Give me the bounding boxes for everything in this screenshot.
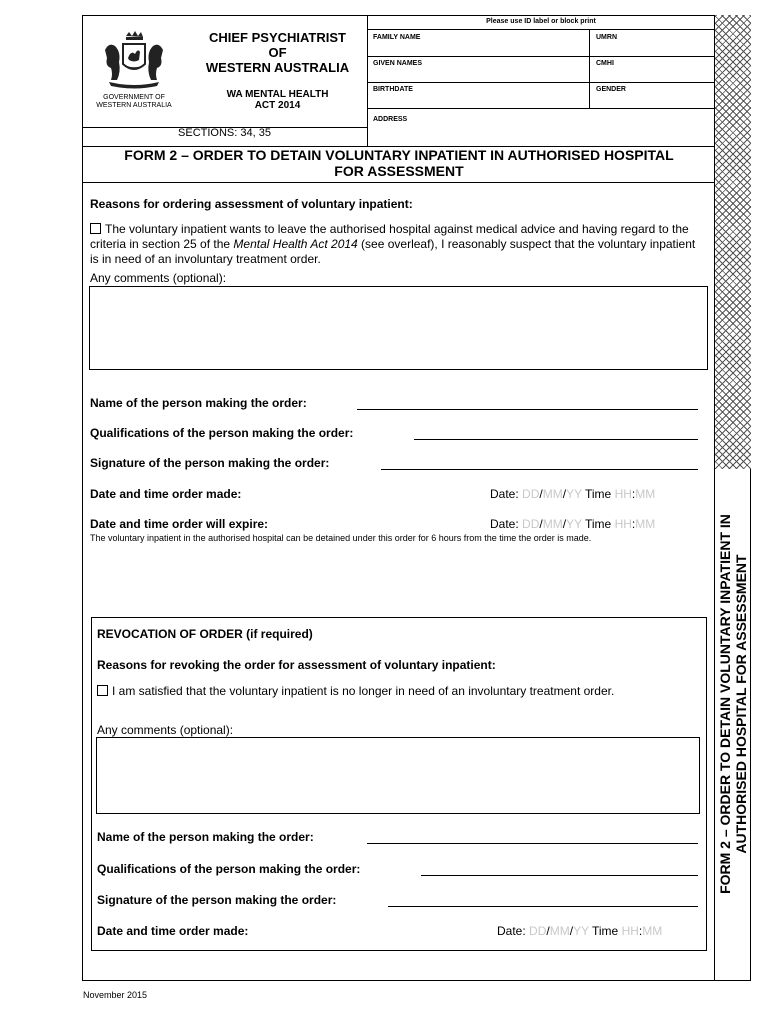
suspect-statement: The voluntary inpatient wants to leave the authorised hospital against medical advice and having regard to the criteria in section 25 of the Mental Health Act 2014 (see overleaf), I reasonably suspect that the voluntary inpatient is in need of an involuntary treatment order.	[90, 222, 696, 266]
wa-government-crest-icon	[95, 30, 173, 92]
id-rule	[367, 108, 714, 109]
revocation-signature-label: Signature of the person making the order:	[97, 893, 337, 907]
id-label-note: Please use ID label or block print	[486, 18, 596, 25]
made-label: Date and time order made:	[90, 487, 242, 501]
cmhi-field[interactable]: CMHI	[596, 60, 614, 67]
revocation-statement: I am satisfied that the voluntary inpatient is no longer in need of an involuntary treatment order.	[97, 684, 697, 699]
name-label: Name of the person making the order:	[90, 396, 307, 410]
id-rule	[367, 29, 714, 30]
signature-label: Signature of the person making the order:	[90, 456, 330, 470]
made-datetime[interactable]: Date: DD/MM/YY Time HH:MM	[490, 487, 656, 501]
name-input[interactable]	[357, 409, 698, 410]
title-bottom-rule	[82, 182, 714, 183]
revocation-heading: REVOCATION OF ORDER (if required)	[97, 627, 313, 641]
revocation-reasons-heading: Reasons for revoking the order for assessment of voluntary inpatient:	[97, 658, 496, 672]
revocation-name-label: Name of the person making the order:	[97, 830, 314, 844]
chief-psychiatrist-title: CHIEF PSYCHIATRIST OF WESTERN AUSTRALIA	[205, 30, 350, 75]
family-name-field[interactable]: FAMILY NAME	[373, 34, 421, 41]
government-label: GOVERNMENT OF WESTERN AUSTRALIA	[96, 94, 172, 109]
act-title: WA MENTAL HEALTH ACT 2014	[226, 89, 329, 111]
revocation-qualifications-label: Qualifications of the person making the order:	[97, 862, 361, 876]
qualifications-label: Qualifications of the person making the order:	[90, 426, 354, 440]
revocation-comments-textarea[interactable]	[96, 737, 700, 814]
qualifications-input[interactable]	[414, 439, 698, 440]
revocation-comments-label: Any comments (optional):	[97, 723, 234, 737]
id-rule	[367, 82, 714, 83]
expire-label: Date and time order will expire:	[90, 517, 269, 531]
revocation-made-label: Date and time order made:	[97, 924, 249, 938]
revocation-qualifications-input[interactable]	[421, 875, 698, 876]
footer-date: November 2015	[83, 990, 148, 1000]
suspect-checkbox[interactable]	[90, 223, 101, 234]
revocation-made-datetime[interactable]: Date: DD/MM/YY Time HH:MM	[497, 924, 663, 938]
expire-datetime[interactable]: Date: DD/MM/YY Time HH:MM	[490, 517, 656, 531]
umrn-field[interactable]: UMRN	[596, 34, 617, 41]
comments-label: Any comments (optional):	[90, 271, 227, 285]
id-divider	[589, 29, 590, 108]
header-divider	[367, 15, 368, 146]
id-label-hatch-area	[714, 15, 751, 469]
form-title: FORM 2 – ORDER TO DETAIN VOLUNTARY INPATIENT IN AUTHORISED HOSPITAL FOR ASSESSMENT	[124, 147, 674, 179]
expire-note: The voluntary inpatient in the authorised hospital can be detained under this order for 6 hours from the time the order is made.	[90, 533, 592, 543]
side-title: FORM 2 – ORDER TO DETAIN VOLUNTARY INPATIENT IN AUTHORISED HOSPITAL FOR ASSESSMENT	[717, 514, 749, 894]
address-field[interactable]: ADDRESS	[373, 116, 408, 123]
given-names-field[interactable]: GIVEN NAMES	[373, 60, 423, 67]
gender-field[interactable]: GENDER	[596, 86, 626, 93]
comments-textarea[interactable]	[89, 286, 708, 370]
revocation-name-input[interactable]	[367, 843, 698, 844]
revocation-signature-input[interactable]	[388, 906, 698, 907]
revocation-checkbox[interactable]	[97, 685, 108, 696]
signature-input[interactable]	[381, 469, 698, 470]
sections-label: SECTIONS: 34, 35	[178, 127, 271, 139]
id-rule	[367, 56, 714, 57]
reasons-heading: Reasons for ordering assessment of voluntary inpatient:	[90, 197, 413, 211]
birthdate-field[interactable]: BIRTHDATE	[373, 86, 413, 93]
